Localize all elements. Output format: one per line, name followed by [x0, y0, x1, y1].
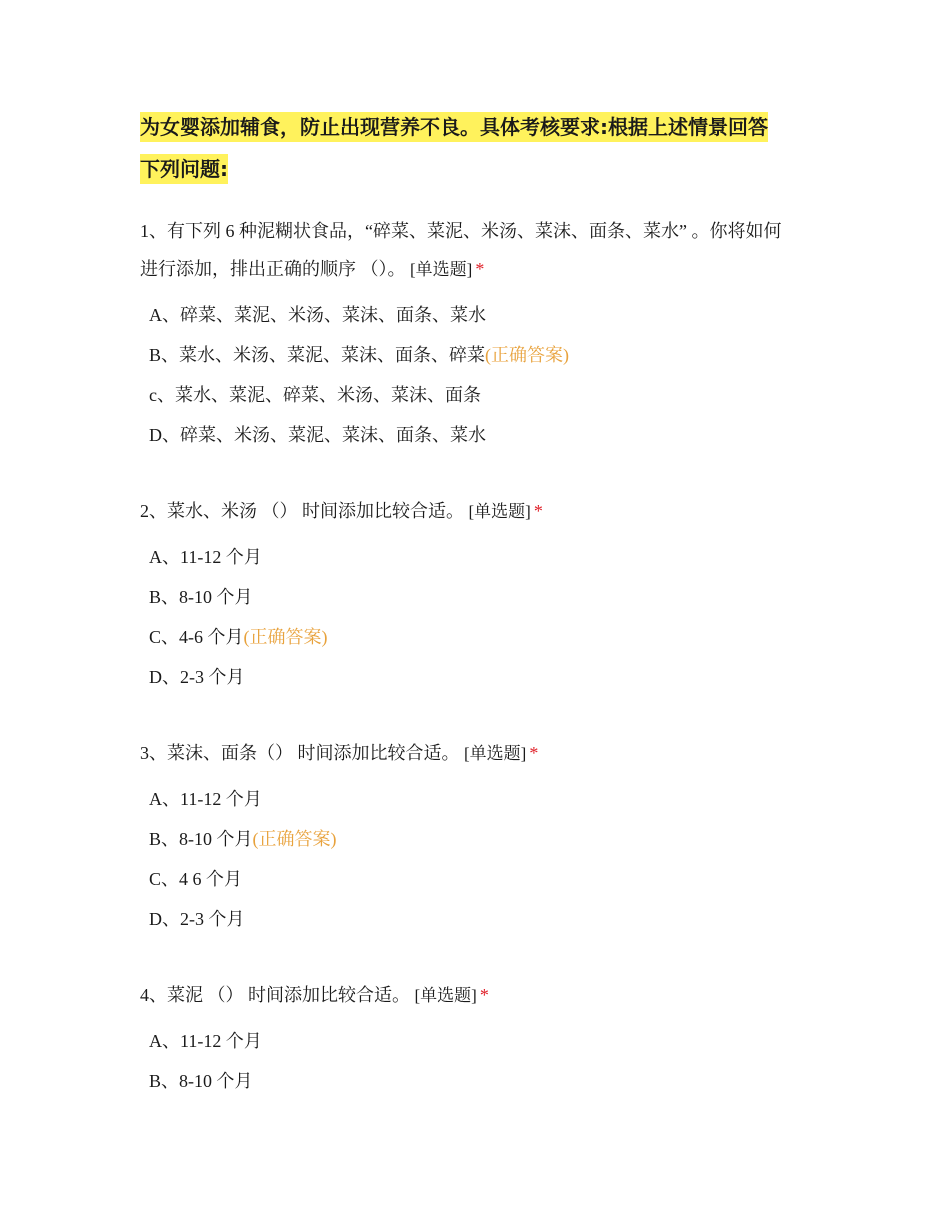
option-text: B、8-10 个月	[149, 587, 253, 607]
question-1	[140, 212, 781, 455]
question-type: [单选题]	[414, 986, 477, 1005]
option-a[interactable]	[149, 295, 781, 335]
document-page	[140, 106, 820, 1091]
option-text: C、4 6 个月	[149, 869, 243, 889]
question-stem	[140, 734, 538, 773]
question-stem-line-1: 4、菜泥 （） 时间添加比较合适。	[140, 985, 410, 1005]
option-list	[149, 779, 538, 939]
option-b[interactable]	[149, 819, 538, 859]
section-heading	[140, 106, 820, 190]
option-a[interactable]	[149, 537, 543, 577]
correct-answer-tag: (正确答案)	[252, 829, 337, 849]
option-c[interactable]	[149, 375, 781, 415]
option-text: B、菜水、米汤、菜泥、菜沫、面条、碎菜	[149, 345, 486, 365]
question-stem-line-2: 进行添加，排出正确的顺序 （）。	[140, 259, 406, 279]
option-text: A、11-12 个月	[149, 547, 262, 567]
question-type: [单选题]	[410, 260, 473, 279]
question-type: [单选题]	[464, 744, 527, 763]
question-stem-line-1: 3、菜沫、面条（） 时间添加比较合适。	[140, 743, 460, 763]
question-stem	[140, 492, 543, 531]
correct-answer-tag: (正确答案)	[243, 627, 328, 647]
option-text: C、4-6 个月	[149, 627, 244, 647]
option-d[interactable]	[149, 899, 538, 939]
option-b[interactable]	[149, 1061, 489, 1101]
option-d[interactable]	[149, 657, 543, 697]
question-stem-line-1: 2、菜水、米汤 （） 时间添加比较合适。	[140, 501, 464, 521]
option-b[interactable]	[149, 335, 781, 375]
question-4	[140, 976, 489, 1101]
option-text: D、2-3 个月	[149, 667, 245, 687]
option-a[interactable]	[149, 1021, 489, 1061]
option-list	[149, 1021, 489, 1101]
required-mark: *	[475, 259, 485, 279]
option-c[interactable]	[149, 617, 543, 657]
option-text: A、11-12 个月	[149, 1031, 262, 1051]
option-d[interactable]	[149, 415, 781, 455]
required-mark: *	[533, 501, 543, 521]
option-text: c、菜水、菜泥、碎菜、米汤、菜沫、面条	[149, 385, 481, 405]
option-b[interactable]	[149, 577, 543, 617]
correct-answer-tag: (正确答案)	[485, 345, 570, 365]
required-mark: *	[479, 985, 489, 1005]
option-text: A、碎菜、菜泥、米汤、菜沫、面条、菜水	[149, 305, 486, 325]
option-text: D、碎菜、米汤、菜泥、菜沫、面条、菜水	[149, 425, 486, 445]
option-text: B、8-10 个月	[149, 829, 253, 849]
option-list	[149, 537, 543, 697]
question-stem	[140, 976, 489, 1015]
option-text: D、2-3 个月	[149, 909, 245, 929]
option-list	[149, 295, 781, 455]
option-c[interactable]	[149, 859, 538, 899]
question-2	[140, 492, 543, 697]
question-stem-line-1: 1、有下列 6 种泥糊状食品，“碎菜、菜泥、米汤、菜沫、面条、菜水” 。你将如何	[140, 221, 782, 241]
question-3	[140, 734, 538, 939]
option-text: B、8-10 个月	[149, 1071, 253, 1091]
question-stem	[140, 212, 781, 289]
heading-line-2: 下列问题:	[140, 154, 228, 184]
question-type: [单选题]	[468, 502, 531, 521]
option-text: A、11-12 个月	[149, 789, 262, 809]
option-a[interactable]	[149, 779, 538, 819]
heading-line-1: 为女婴添加辅食，防止出现营养不良。具体考核要求:根据上述情景回答	[140, 112, 768, 142]
required-mark: *	[529, 743, 539, 763]
